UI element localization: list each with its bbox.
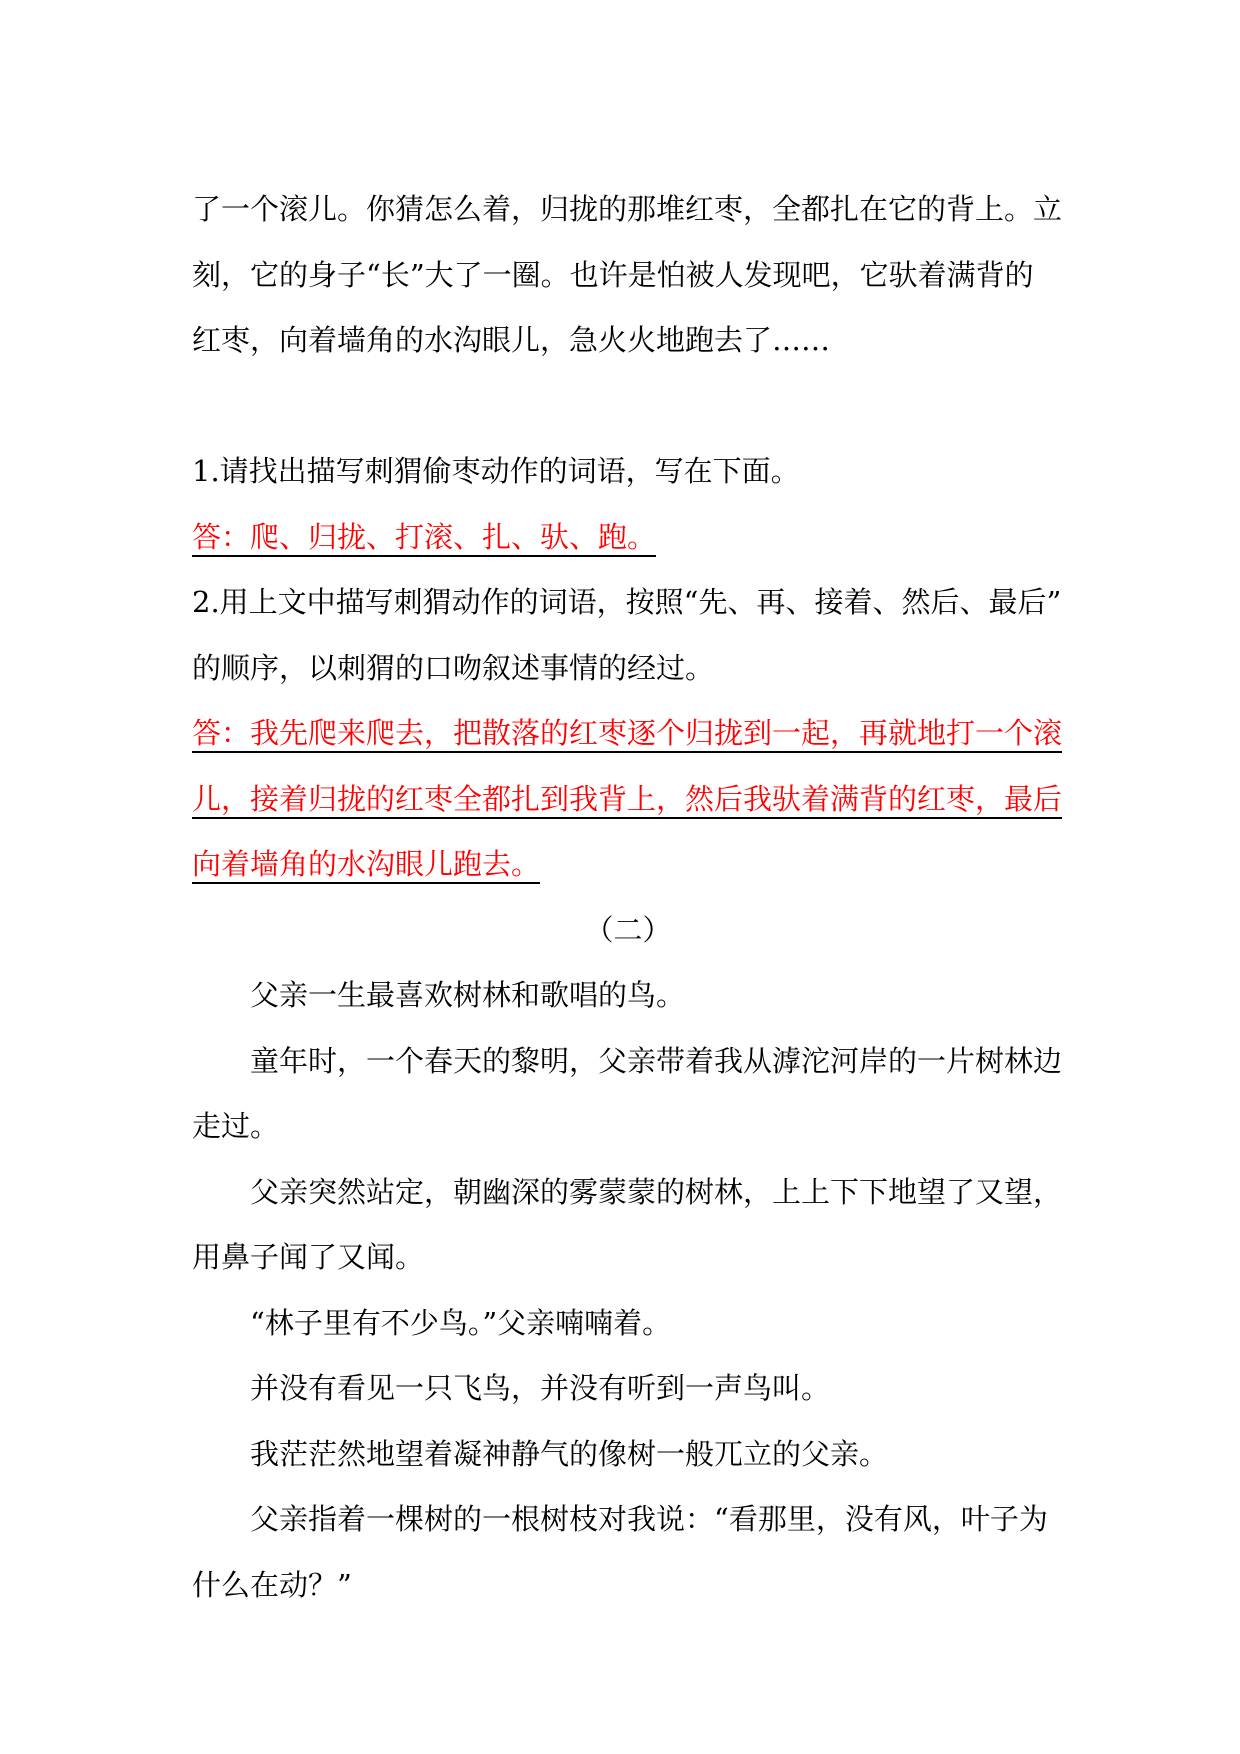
answer-text: 儿，接着归拢的红枣全都扎到我背上，然后我驮着满背的红枣，最后: [192, 781, 1063, 816]
paragraph-line: 我茫茫然地望着凝神静气的像树一般兀立的父亲。: [250, 1436, 889, 1471]
question-2-answer: [192, 701, 1064, 767]
passage-line: 刻，它的身子“长”大了一圈。也许是怕被人发现吧，它驮着满背的: [192, 257, 1034, 292]
paragraph-line: “林子里有不少鸟。”父亲喃喃着。: [250, 1305, 672, 1340]
question-2-answer: [192, 767, 1064, 833]
question-2-prompt: 的顺序，以刺猬的口吻叙述事情的经过。: [192, 650, 715, 685]
paragraph-line: 父亲突然站定，朝幽深的雾蒙蒙的树林，上上下下地望了又望，: [250, 1174, 1063, 1209]
paragraph-line: 用鼻子闻了又闻。: [192, 1240, 425, 1274]
blank-line: [192, 374, 1064, 440]
answer-text: 答：我先爬来爬去，把散落的红枣逐个归拢到一起，再就地打一个滚: [192, 716, 1063, 750]
question-2-answer: [192, 832, 1064, 898]
answer-text: 向着墙角的水沟眼儿跑去。: [192, 847, 541, 881]
answer-text: 答：爬、归拢、打滚、扎、驮、跑。: [192, 519, 657, 554]
passage-line: 红枣，向着墙角的水沟眼儿，急火火地跑去了……: [192, 323, 831, 357]
paragraph-line: 父亲一生最喜欢树林和歌唱的鸟。: [250, 978, 686, 1012]
document-body: [192, 177, 1064, 1618]
paragraph-line: 并没有看见一只飞鸟，并没有听到一声鸟叫。: [250, 1371, 831, 1405]
passage-line: 了一个滚儿。你猜怎么着，归拢的那堆红枣，全都扎在它的背上。立: [192, 192, 1063, 226]
paragraph-line: 父亲指着一棵树的一根树枝对我说：“看那里，没有风，叶子为: [250, 1502, 1048, 1536]
question-1-answer: [192, 505, 1064, 571]
paragraph-line: 什么在动？”: [192, 1567, 352, 1602]
paragraph-line: 走过。: [192, 1109, 280, 1143]
question-2-prompt: 2.用上文中描写刺猬动作的词语，按照“先、再、接着、然后、最后”: [192, 585, 1062, 619]
question-1-prompt: 1.请找出描写刺猬偷枣动作的词语，写在下面。: [192, 454, 800, 488]
section-heading: （二）: [584, 912, 672, 947]
paragraph-line: 童年时，一个春天的黎明，父亲带着我从滹沱河岸的一片树林边: [250, 1043, 1063, 1078]
